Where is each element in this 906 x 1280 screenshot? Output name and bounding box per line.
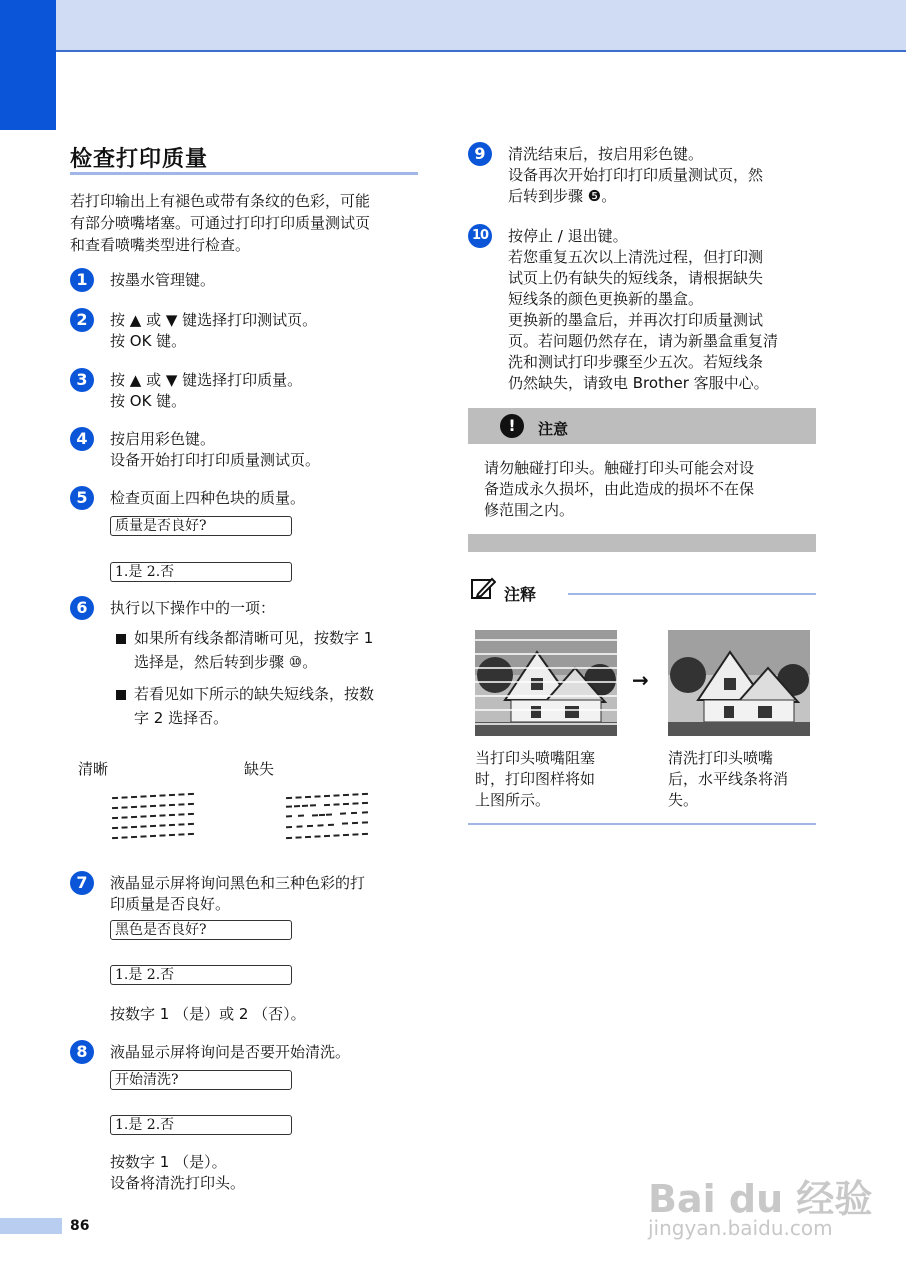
step-text: 液晶显示屏将询问黑色和三种色彩的打 印质量是否良好。 <box>110 874 366 913</box>
note-title: 注释 <box>504 585 537 604</box>
bullet-item: 如果所有线条都清晰可见，按数字 1 选择是，然后转到步骤 ⑩。 <box>116 626 373 674</box>
step-number: 7 <box>70 871 94 895</box>
after-caption: 清洗打印头喷嘴 后，水平线条将消 失。 <box>668 749 789 809</box>
note-pencil-icon <box>470 576 496 602</box>
clear-label: 清晰 <box>78 760 109 778</box>
step-number: 8 <box>70 1040 94 1064</box>
intro-line: 有部分喷嘴堵塞。可通过打印打印质量测试页 <box>70 214 371 232</box>
lcd-display-line: 质量是否良好? <box>110 516 292 536</box>
step-7-instruction: 按数字 1 （是）或 2 （否）。 <box>110 1005 306 1023</box>
step-text: 清洗结束后，按启用彩色键。 设备再次开始打印打印质量测试页，然 后转到步骤 ❺。 <box>508 145 764 205</box>
step-text: 按启用彩色键。 设备开始打印打印质量测试页。 <box>110 430 321 469</box>
page-number-bar <box>0 1218 62 1234</box>
step-number: 10 <box>468 224 492 248</box>
step-text: 按停止 / 退出键。 若您重复五次以上清洗过程，但打印测 试页上仍有缺失的短线条，请根据缺失 短线条的颜色更换新的墨盒。 更换新的墨盒后，并再次打印质量测试 页。若问题仍然存在，请为新墨盒重复清 洗和测试打印步骤至少五次。若短线条 仍然缺失，请致电 Brother 客服中心。 <box>508 227 779 392</box>
exclamation-icon: ! <box>500 414 524 438</box>
step-text: 液晶显示屏将询问是否要开始清洗。 <box>110 1043 351 1061</box>
step-number: 9 <box>468 142 492 166</box>
intro-line: 和查看喷嘴类型进行检查。 <box>70 236 251 254</box>
step-number: 3 <box>70 368 94 392</box>
step-text: 按 ▲ 或 ▼ 键选择打印质量。 按 OK 键。 <box>110 371 303 410</box>
bullet-square-icon <box>116 634 126 644</box>
missing-label: 缺失 <box>244 760 275 778</box>
step-text: 执行以下操作中的一项： <box>110 599 276 617</box>
section-title: 检查打印质量 <box>70 147 209 172</box>
chapter-tab <box>0 0 56 130</box>
note-bottom-rule <box>468 823 816 825</box>
lcd-display-line: 1.是 2.否 <box>110 965 292 985</box>
step-number: 5 <box>70 486 94 510</box>
lcd-display-line: 1.是 2.否 <box>110 562 292 582</box>
step-number: 2 <box>70 308 94 332</box>
clean-print-photo <box>668 630 810 736</box>
step-number: 1 <box>70 268 94 292</box>
watermark-url: jingyan.baidu.com <box>648 1216 833 1240</box>
bullet-square-icon <box>116 690 126 700</box>
page-number: 86 <box>70 1218 90 1234</box>
bullet-item: 若看见如下所示的缺失短线条，按数 字 2 选择否。 <box>116 682 374 730</box>
header-band <box>0 0 906 52</box>
caution-title: 注意 <box>538 420 569 438</box>
clogged-print-photo <box>475 630 617 736</box>
note-rule <box>568 593 816 595</box>
caution-text: 请勿触碰打印头。触碰打印头可能会对设 备造成永久损坏，由此造成的损坏不在保 修范围之内。 <box>484 459 755 519</box>
step-text: 按 ▲ 或 ▼ 键选择打印测试页。 按 OK 键。 <box>110 311 318 350</box>
title-underline <box>70 172 418 175</box>
lcd-display-line: 1.是 2.否 <box>110 1115 292 1135</box>
step-number: 6 <box>70 596 94 620</box>
step-text: 检查页面上四种色块的质量。 <box>110 489 306 507</box>
step-number: 4 <box>70 427 94 451</box>
step-text: 按墨水管理键。 <box>110 271 216 289</box>
intro-line: 若打印输出上有褪色或带有条纹的色彩，可能 <box>70 192 371 210</box>
watermark-logo: Bai du 经验 <box>648 1177 873 1221</box>
lcd-display-line: 开始清洗? <box>110 1070 292 1090</box>
lcd-display-line: 黑色是否良好? <box>110 920 292 940</box>
before-caption: 当打印头喷嘴阻塞 时，打印图样将如 上图所示。 <box>475 749 596 809</box>
arrow-right-icon: → <box>632 668 649 692</box>
intro-paragraph <box>70 190 420 256</box>
caution-footer <box>468 534 816 552</box>
step-8-instruction: 按数字 1 （是）。 设备将清洗打印头。 <box>110 1153 246 1192</box>
